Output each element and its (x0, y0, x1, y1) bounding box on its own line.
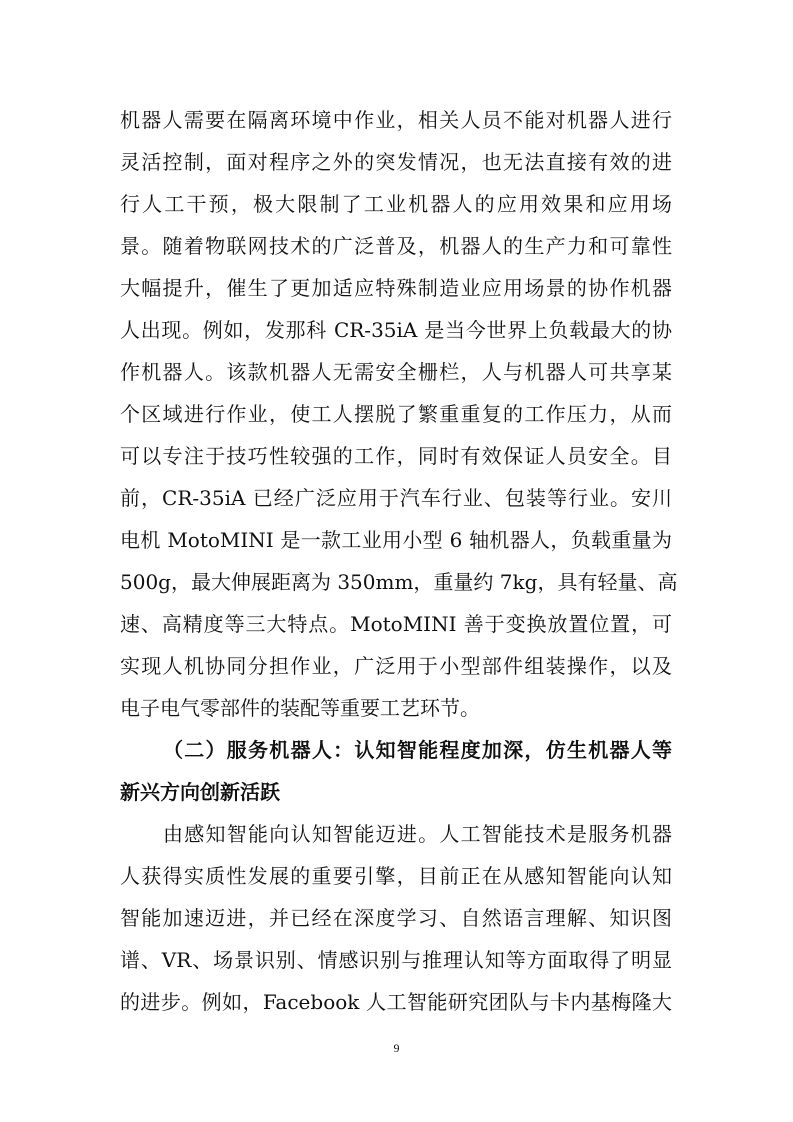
body-text-line: 大幅提升，催生了更加适应特殊制造业应用场景的协作机器 (120, 276, 672, 300)
section-heading-line: 新兴方向创新活跃 (120, 780, 280, 804)
body-text-line: 500g，最大伸展距离为 350mm，重量约 7kg，具有轻量、高 (120, 570, 678, 594)
body-text-line: 可以专注于技巧性较强的工作，同时有效保证人员安全。目 (120, 444, 672, 468)
section-heading-line: （二）服务机器人：认知智能程度加深，仿生机器人等 (163, 738, 672, 762)
body-text-line: 景。随着物联网技术的广泛普及，机器人的生产力和可靠性 (120, 234, 672, 258)
body-text-line: 电机 MotoMINI 是一款工业用小型 6 轴机器人，负载重量为 (120, 528, 672, 552)
body-text-line: 智能加速迈进，并已经在深度学习、自然语言理解、知识图 (120, 906, 672, 930)
page-number: 9 (393, 1041, 400, 1055)
body-text-line: 谱、VR、场景识别、情感识别与推理认知等方面取得了明显 (120, 948, 672, 972)
body-text-line: 由感知智能向认知智能迈进。人工智能技术是服务机器 (163, 822, 672, 846)
body-text-line: 的进步。例如，Facebook 人工智能研究团队与卡内基梅隆大 (120, 990, 672, 1014)
body-text-line: 个区域进行作业，使工人摆脱了繁重重复的工作压力，从而 (120, 402, 672, 426)
body-text-line: 人获得实质性发展的重要引擎，目前正在从感知智能向认知 (120, 864, 672, 888)
body-text-line: 作机器人。该款机器人无需安全栅栏，人与机器人可共享某 (120, 360, 672, 384)
body-text-line: 人出现。例如，发那科 CR-35iA 是当今世界上负载最大的协 (120, 318, 672, 342)
body-text-line: 灵活控制，面对程序之外的突发情况，也无法直接有效的进 (120, 150, 672, 174)
body-text-line: 实现人机协同分担作业，广泛用于小型部件组装操作，以及 (120, 654, 672, 678)
body-text-line: 前，CR-35iA 已经广泛应用于汽车行业、包装等行业。安川 (120, 486, 672, 510)
body-text-line: 机器人需要在隔离环境中作业，相关人员不能对机器人进行 (120, 108, 672, 132)
body-text-line: 速、高精度等三大特点。MotoMINI 善于变换放置位置，可 (120, 612, 672, 636)
body-text-line: 电子电气零部件的装配等重要工艺环节。 (120, 696, 480, 720)
body-text-line: 行人工干预，极大限制了工业机器人的应用效果和应用场 (120, 192, 672, 216)
